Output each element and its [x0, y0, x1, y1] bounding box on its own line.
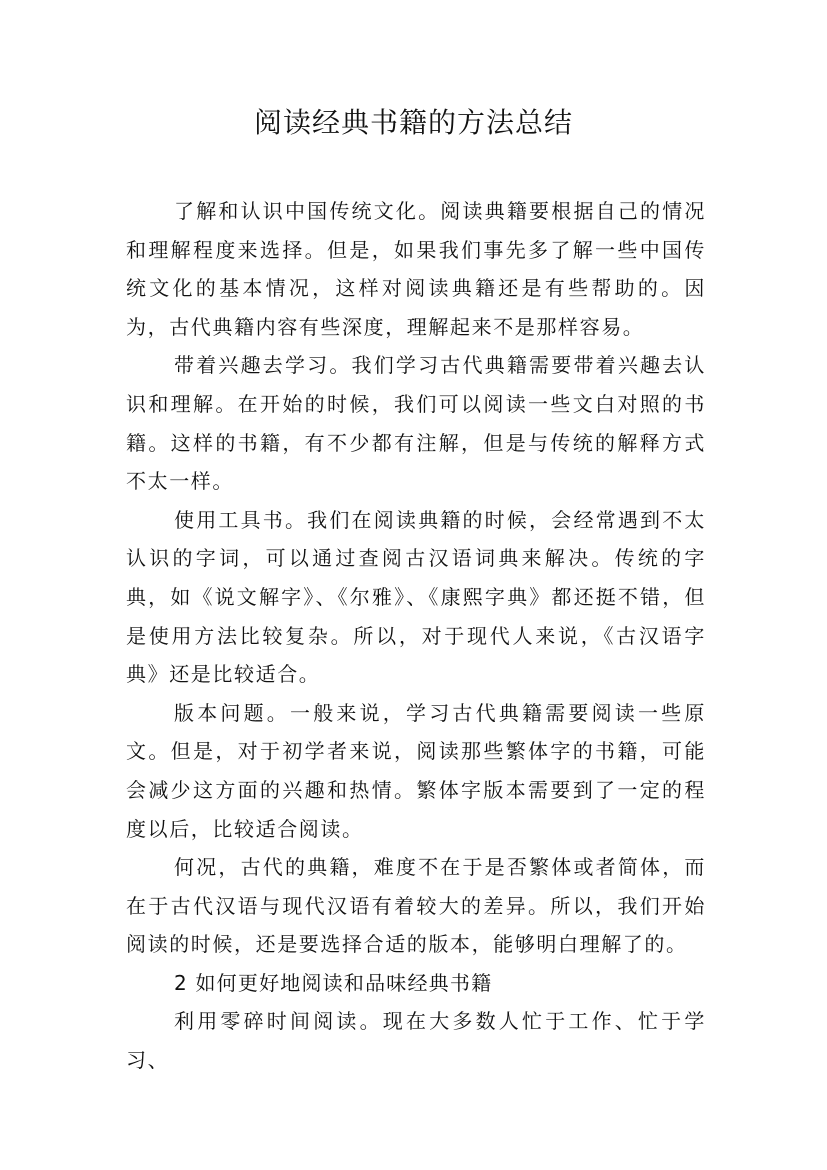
- paragraph-spare-time: 利用零碎时间阅读。现在大多数人忙于工作、忙于学习、: [126, 1009, 706, 1073]
- paragraph-classical-vs-modern: 何况，古代的典籍，难度不在于是否繁体或者简体，而在于古代汉语与现代汉语有着较大的差异。所以，我们开始阅读的时候，还是要选择合适的版本，能够明白理解了的。: [126, 855, 706, 957]
- paragraph-editions: 版本问题。一般来说，学习古代典籍需要阅读一些原文。但是，对于初学者来说，阅读那些繁体字的书籍，可能会减少这方面的兴趣和热情。繁体字版本需要到了一定的程度以后，比较适合阅读。: [126, 700, 706, 841]
- document-title: 阅读经典书籍的方法总结: [253, 106, 573, 139]
- paragraph-interest: 带着兴趣去学习。我们学习古代典籍需要带着兴趣去认识和理解。在开始的时候，我们可以阅读一些文白对照的书籍。这样的书籍，有不少都有注解，但是与传统的解释方式不太一样。: [126, 353, 706, 494]
- document-body: [126, 192, 706, 1080]
- paragraph-reference-books: 使用工具书。我们在阅读典籍的时候，会经常遇到不太认识的字词，可以通过查阅古汉语词典来解决。传统的字典，如《说文解字》、《尔雅》、《康熙字典》都还挺不错，但是使用方法比较复杂。所以，对于现代人来说，《古汉语字典》还是比较适合。: [126, 507, 706, 687]
- paragraph-traditional-culture: 了解和认识中国传统文化。阅读典籍要根据自己的情况和理解程度来选择。但是，如果我们事先多了解一些中国传统文化的基本情况，这样对阅读典籍还是有些帮助的。因为，古代典籍内容有些深度，理解起来不是那样容易。: [126, 199, 706, 339]
- section-subheading: 2 如何更好地阅读和品味经典书籍: [174, 970, 493, 995]
